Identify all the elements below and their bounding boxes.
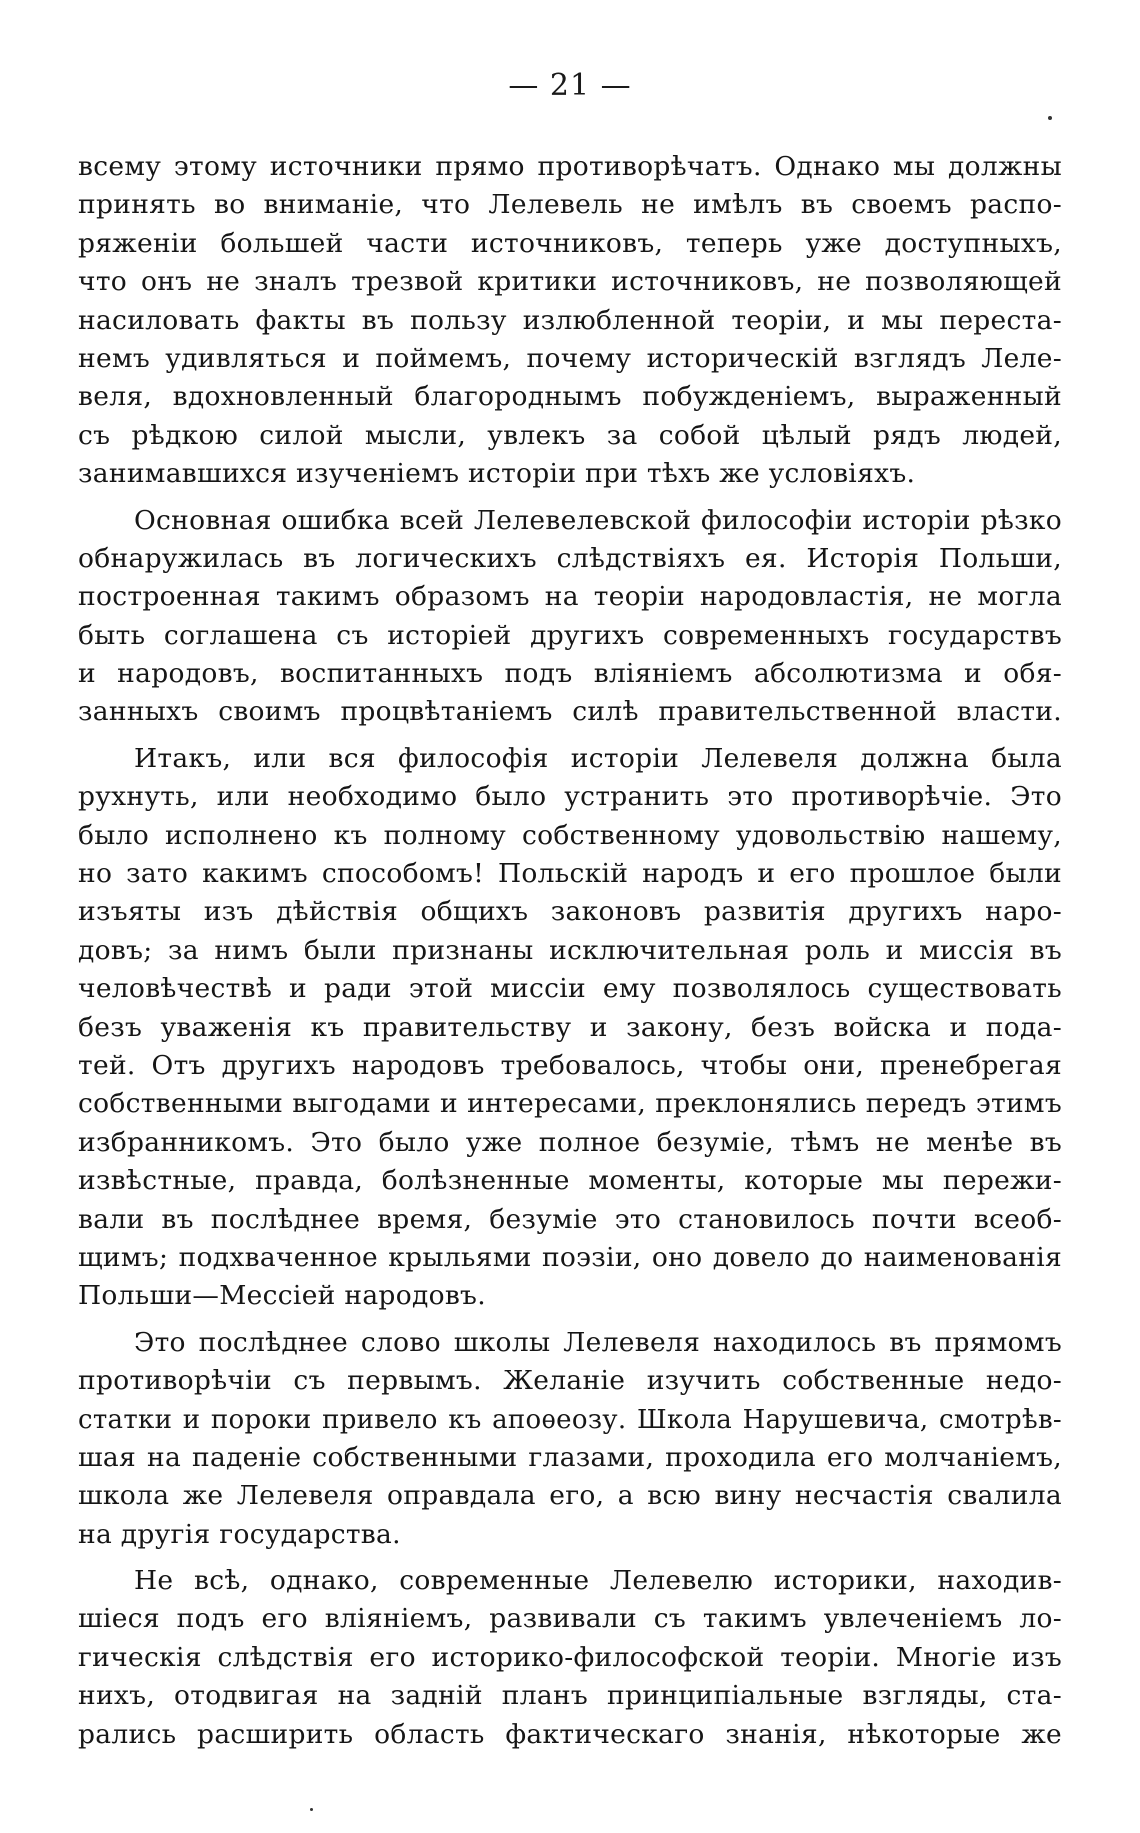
text-line: съ рѣдкою силой мысли, увлекъ за собой цѣлый рядъ людей, xyxy=(78,419,1062,451)
text-line: довъ; за нимъ были признаны исключительная роль и миссія въ xyxy=(78,934,1062,966)
text-line: Основная ошибка всей Лелевелевской философіи исторіи рѣзко xyxy=(134,504,1062,536)
text-line: на другія государства. xyxy=(78,1518,401,1550)
text-line: нихъ, отодвигая на заднiй планъ принципіальные взгляды, ста- xyxy=(78,1680,1062,1712)
paragraph xyxy=(78,740,1062,1316)
text-line: противорѣчіи съ первымъ. Желаніе изучить собственные недо- xyxy=(78,1365,1062,1397)
text-line: школа же Лелевеля оправдала его, а всю вину несчастія свалила xyxy=(78,1480,1062,1512)
text-line: принять во вниманіе, что Лелевель не имѣлъ въ своемъ распо- xyxy=(78,189,1062,221)
paragraph xyxy=(78,502,1062,732)
text-line: тей. Отъ другихъ народовъ требовалось, чтобы они, пренебрегая xyxy=(78,1049,1062,1081)
text-line: изъяты изъ дѣйствія общихъ законовъ развитія другихъ наро- xyxy=(78,896,1062,928)
text-line: что онъ не зналъ трезвой критики источниковъ, не позволяющей xyxy=(78,266,1062,298)
text-line: веля, вдохновленный благороднымъ побужденіемъ, выраженный xyxy=(78,381,1062,413)
text-line: обнаружилась въ логическихъ слѣдствіяхъ ея. Исторія Польши, xyxy=(78,542,1062,574)
text-line: ряженіи большей части источниковъ, теперь уже доступныхъ, xyxy=(78,227,1062,259)
text-line: было исполнено къ полному собственному удовольствію нашему, xyxy=(78,819,1062,851)
text-line: Итакъ, или вся философія исторіи Лелевеля должна была xyxy=(134,742,1062,774)
text-line: собственными выгодами и интересами, преклонялись передъ этимъ xyxy=(78,1088,1062,1120)
text-line: статки и пороки привело къ апоѳеозу. Школа Нарушевича, смотрѣв- xyxy=(78,1404,1062,1435)
text-line: щимъ; подхваченное крыльями поэзіи, оно довело до наименованія xyxy=(78,1241,1062,1273)
text-line: построенная такимъ образомъ на теоріи народовластія, не могла xyxy=(78,581,1062,613)
text-line: вали въ послѣднее время, безуміе это становилось почти всеоб- xyxy=(78,1203,1062,1235)
text-line: всему этому источники прямо противорѣчатъ. Однако мы должны xyxy=(78,151,1062,182)
text-line: Польши—Мессіей народовъ. xyxy=(78,1280,486,1312)
text-line: избранникомъ. Это было уже полное безуміе, тѣмъ не менѣе въ xyxy=(78,1126,1062,1158)
text-line: рухнуть, или необходимо было устранить это противорѣчіе. Это xyxy=(78,781,1062,813)
paragraph xyxy=(78,148,1062,494)
text-line: шіеся подъ его вліяніемъ, развивали съ такимъ увлеченіемъ ло- xyxy=(78,1603,1062,1635)
text-line: занныхъ своимъ процвѣтаніемъ силѣ правительственной власти. xyxy=(78,696,1062,728)
print-speck xyxy=(1048,116,1052,120)
text-line: и народовъ, воспитанныхъ подъ вліяніемъ абсолютизма и обя- xyxy=(78,658,1062,690)
print-speck xyxy=(310,1808,313,1811)
body-text xyxy=(78,148,1062,1754)
text-line: Это послѣднее слово школы Лелевеля находилось въ прямомъ xyxy=(134,1326,1062,1358)
text-line: насиловать факты въ пользу излюбленной теоріи, и мы переста- xyxy=(78,304,1062,336)
paragraph xyxy=(78,1562,1062,1754)
paragraph xyxy=(78,1324,1062,1554)
text-line: шая на паденіе собственными глазами, проходила его молчаніемъ, xyxy=(78,1441,1062,1473)
text-line: Не всѣ, однако, современные Лелевелю историки, находив- xyxy=(134,1565,1062,1597)
text-line: гическія слѣдствія его историко-философской теоріи. Многіе изъ xyxy=(78,1641,1062,1673)
text-line: быть соглашена съ исторіей другихъ современныхъ государствъ xyxy=(78,619,1062,651)
text-line: безъ уваженія къ правительству и закону, безъ войска и пода- xyxy=(78,1011,1062,1043)
text-line: рались расширить область фактическаго знанія, нѣкоторые же xyxy=(78,1718,1062,1750)
text-line: извѣстные, правда, болѣзненные моменты, которые мы пережи- xyxy=(78,1165,1062,1197)
text-line: но зато какимъ способомъ! Польскій народъ и его прошлое были xyxy=(78,858,1062,890)
page-number: — 21 — xyxy=(508,68,632,103)
text-line: занимавшихся изученіемъ исторіи при тѣхъ же условіяхъ. xyxy=(78,458,916,490)
text-line: немъ удивляться и поймемъ, почему историческій взглядъ Леле- xyxy=(78,342,1062,374)
text-line: человѣчествѣ и ради этой миссіи ему позволялось существовать xyxy=(78,973,1062,1005)
